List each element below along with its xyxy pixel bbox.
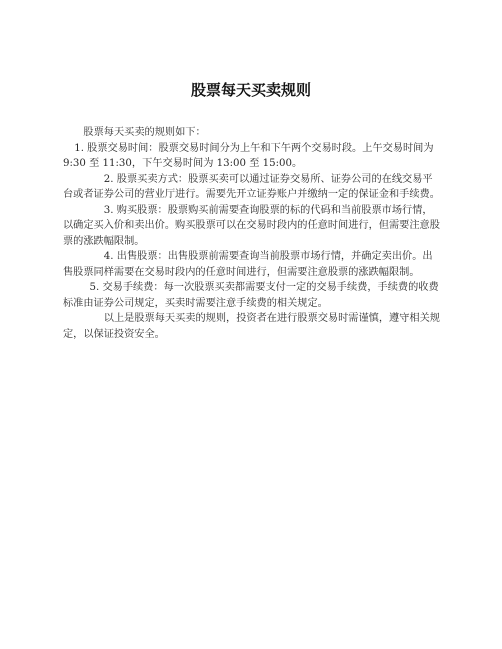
rule-item-buying: 3. 购买股票：股票购买前需要查询股票的标的代码和当前股票市场行情，以确定买入价和卖出价。购买股票可以在交易时段内的任意时间进行，但需要注意股票的涨跌幅限制。 bbox=[63, 204, 440, 247]
document-title: 股票每天买卖规则 bbox=[190, 81, 311, 99]
rule-item-trading-method: 2. 股票买卖方式：股票买卖可以通过证券交易所、证券公司的在线交易平台或者证券公司的营业厅进行。需要先开立证券账户并缴纳一定的保证金和手续费。 bbox=[63, 173, 440, 200]
intro-paragraph: 股票每天买卖的规则如下： bbox=[83, 127, 206, 138]
document-body bbox=[63, 125, 441, 342]
conclusion-paragraph: 以上是股票每天买卖的规则，投资者在进行股票交易时需谨慎，遵守相关规定，以保证投资安全。 bbox=[63, 313, 440, 340]
rule-item-selling: 4. 出售股票：出售股票前需要查询当前股票市场行情，并确定卖出价。出售股票同样需要在交易时段内的任意时间进行，但需要注意股票的涨跌幅限制。 bbox=[63, 251, 433, 278]
rule-item-trading-hours: 1. 股票交易时间：股票交易时间分为上午和下午两个交易时段。上午交易时间为 9:30 至 11:30，下午交易时间为 13:00 至 15:00。 bbox=[63, 142, 434, 169]
rule-item-fees: 5. 交易手续费：每一次股票买卖都需要支付一定的交易手续费，手续费的收费标准由证券公司规定，买卖时需要注意手续费的相关规定。 bbox=[63, 282, 439, 309]
